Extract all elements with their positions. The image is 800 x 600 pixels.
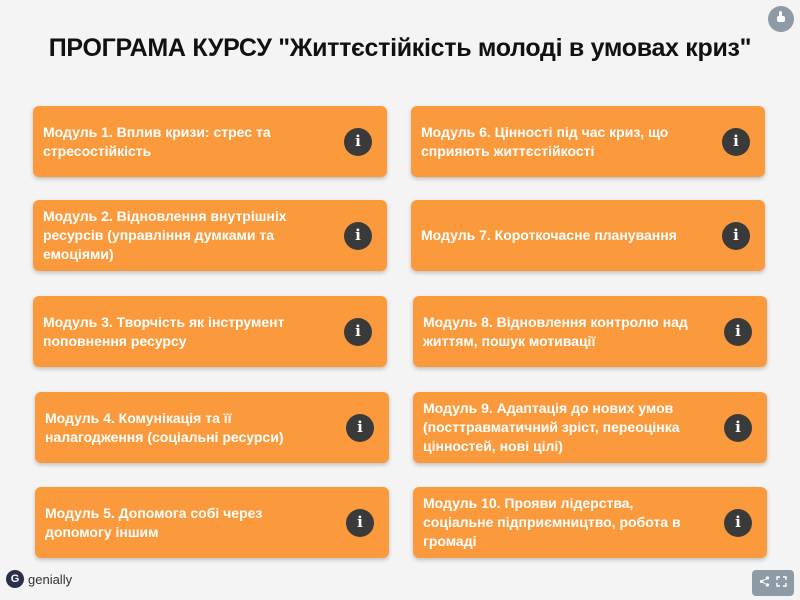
hand-pointer-icon [774, 10, 788, 29]
module-label: Модуль 3. Творчість як інструмент поповнення ресурсу [43, 313, 285, 349]
fullscreen-icon[interactable] [776, 574, 787, 592]
page-title: ПРОГРАМА КУРСУ "Життєстійкість молоді в умовах криз" [48, 34, 752, 62]
module-card-7[interactable] [411, 200, 765, 271]
brand-name: genially [28, 571, 73, 587]
module-label: Модуль 4. Комунікація та її налагодження (соціальні ресурси) [45, 409, 284, 445]
module-label: Модуль 1. Вплив кризи: стрес та стресостійкість [43, 123, 271, 159]
module-label: Модуль 8. Відновлення контролю над життям, пошук мотивації [423, 313, 688, 349]
info-button[interactable] [344, 318, 372, 346]
module-card-9[interactable] [413, 392, 767, 463]
info-icon: i [355, 132, 361, 150]
module-label: Модуль 7. Короткочасне планування [421, 227, 677, 243]
info-icon: i [735, 418, 741, 436]
info-button[interactable] [344, 128, 372, 156]
info-button[interactable] [346, 509, 374, 537]
info-icon: i [355, 226, 361, 244]
info-button[interactable] [344, 222, 372, 250]
share-fullscreen-controls[interactable] [752, 570, 794, 596]
module-card-3[interactable] [33, 296, 387, 367]
module-label: Модуль 2. Відновлення внутрішніх ресурсів (управління думками та емоціями) [43, 208, 287, 262]
module-card-2[interactable] [33, 200, 387, 271]
module-card-10[interactable] [413, 487, 767, 558]
genially-brand[interactable] [6, 570, 72, 588]
info-icon: i [733, 226, 739, 244]
info-button[interactable] [724, 509, 752, 537]
info-button[interactable] [722, 128, 750, 156]
module-card-4[interactable] [35, 392, 389, 463]
module-card-1[interactable] [33, 106, 387, 177]
module-card-5[interactable] [35, 487, 389, 558]
genially-logo-icon: G [6, 570, 24, 588]
module-label: Модуль 6. Цінності під час криз, що сприяють життєстійкості [421, 123, 669, 159]
info-button[interactable] [724, 414, 752, 442]
module-card-6[interactable] [411, 106, 765, 177]
info-icon: i [735, 513, 741, 531]
module-label: Модуль 5. Допомога собі через допомогу іншим [45, 504, 263, 540]
module-label: Модуль 10. Прояви лідерства, соціальне підприємництво, робота в громаді [423, 495, 681, 549]
info-button[interactable] [724, 318, 752, 346]
info-icon: i [735, 322, 741, 340]
interactivity-button[interactable] [768, 6, 794, 32]
info-icon: i [355, 322, 361, 340]
module-card-8[interactable] [413, 296, 767, 367]
info-button[interactable] [346, 414, 374, 442]
module-label: Модуль 9. Адаптація до нових умов (посттравматичний зріст, переоцінка цінностей, нові цілі) [423, 400, 680, 454]
info-icon: i [357, 513, 363, 531]
info-icon: i [357, 418, 363, 436]
share-icon[interactable] [759, 574, 770, 592]
info-button[interactable] [722, 222, 750, 250]
info-icon: i [733, 132, 739, 150]
